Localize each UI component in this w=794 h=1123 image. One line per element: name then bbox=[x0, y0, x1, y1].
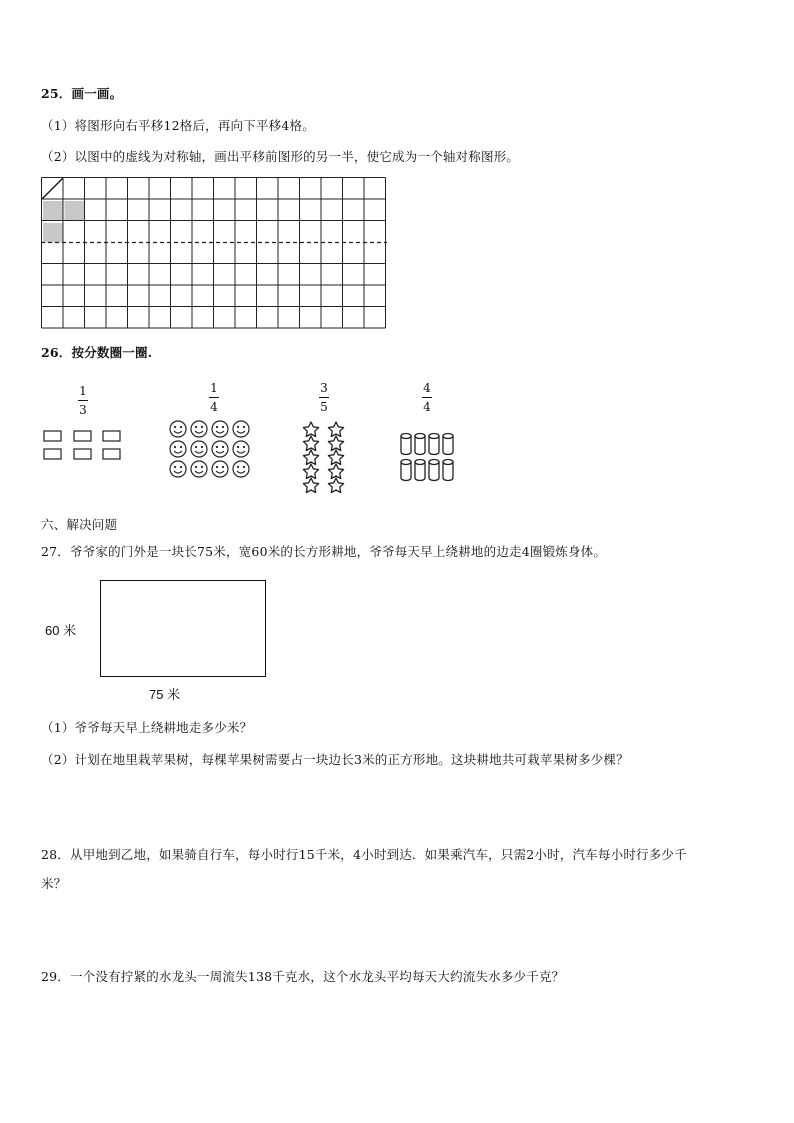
cylinder-icon bbox=[443, 434, 453, 455]
shaded-cell bbox=[43, 201, 63, 221]
field-width-label: 60 米 bbox=[45, 623, 77, 638]
smiley-icon bbox=[170, 461, 186, 477]
fraction-denominator: 4 bbox=[423, 400, 431, 414]
rectangular-field-diagram bbox=[100, 580, 266, 677]
q28-line2: 米？ bbox=[41, 876, 67, 891]
q25-part2: （2）以图中的虚线为对称轴，画出平移前图形的另一半，使它成为一个轴对称图形。 bbox=[41, 149, 520, 164]
field-length-label: 75 米 bbox=[149, 687, 181, 702]
section-6-title: 六、解决问题 bbox=[41, 517, 118, 532]
fraction-2 bbox=[199, 381, 229, 414]
cylinder-icon bbox=[415, 434, 425, 455]
shaded-cell bbox=[43, 223, 63, 243]
star-icon bbox=[328, 450, 343, 465]
q26-title: 26．按分数圈一圈. bbox=[41, 345, 153, 360]
q27-part1: （1）爷爷每天早上绕耕地走多少米？ bbox=[41, 720, 253, 735]
star-icon bbox=[303, 436, 318, 451]
smiley-icon bbox=[191, 421, 207, 437]
translation-grid bbox=[41, 177, 387, 329]
fraction-denominator: 4 bbox=[210, 400, 218, 414]
star-icon bbox=[303, 450, 318, 465]
smiley-icon bbox=[233, 441, 249, 457]
q28-line1: 28．从甲地到乙地，如果骑自行车，每小时行15千米，4小时到达．如果乘汽车，只需2小时，汽车每小时行多少千 bbox=[41, 847, 687, 862]
star-icon bbox=[303, 422, 318, 437]
cylinder-icon bbox=[401, 460, 411, 481]
star-group bbox=[296, 420, 352, 496]
cylinder-icon bbox=[415, 460, 425, 481]
diagonal-edge bbox=[42, 178, 63, 199]
fraction-numerator: 3 bbox=[320, 381, 328, 395]
q27-title: 27．爷爷家的门外是一块长75米，宽60米的长方形耕地，爷爷每天早上绕耕地的边走4圈锻炼身体。 bbox=[41, 544, 607, 559]
star-icon bbox=[303, 464, 318, 479]
star-icon bbox=[303, 478, 318, 493]
fraction-3 bbox=[309, 381, 339, 414]
smiley-icon bbox=[170, 441, 186, 457]
cylinder-icon bbox=[429, 460, 439, 481]
q25-title: 25．画一画。 bbox=[41, 86, 123, 101]
fraction-numerator: 4 bbox=[423, 381, 431, 395]
fraction-numerator: 1 bbox=[210, 381, 218, 395]
rectangle-icon bbox=[44, 449, 61, 459]
rectangle-group bbox=[42, 428, 124, 464]
fraction-4 bbox=[412, 381, 442, 414]
q27-part2: （2）计划在地里栽苹果树，每棵苹果树需要占一块边长3米的正方形地。这块耕地共可栽苹果树多少棵？ bbox=[41, 752, 629, 767]
smiley-icon bbox=[233, 461, 249, 477]
star-icon bbox=[328, 436, 343, 451]
fraction-1 bbox=[68, 384, 98, 417]
smiley-icon bbox=[212, 421, 228, 437]
smiley-icon bbox=[191, 441, 207, 457]
smiley-icon bbox=[170, 421, 186, 437]
cylinder-icon bbox=[401, 434, 411, 455]
smiley-group bbox=[166, 418, 256, 482]
grid-lines bbox=[42, 178, 386, 329]
fraction-denominator: 5 bbox=[320, 400, 328, 414]
cylinder-icon bbox=[443, 460, 453, 481]
cylinder-group bbox=[398, 432, 464, 486]
shaded-cell bbox=[65, 201, 85, 221]
q29-title: 29．一个没有拧紧的水龙头一周流失138千克水，这个水龙头平均每天大约流失水多少千克？ bbox=[41, 969, 565, 984]
star-icon bbox=[328, 422, 343, 437]
star-icon bbox=[328, 464, 343, 479]
smiley-icon bbox=[212, 441, 228, 457]
smiley-icon bbox=[212, 461, 228, 477]
cylinder-icon bbox=[429, 434, 439, 455]
smiley-icon bbox=[233, 421, 249, 437]
rectangle-icon bbox=[103, 449, 120, 459]
rectangle-icon bbox=[44, 431, 61, 441]
rectangle-icon bbox=[103, 431, 120, 441]
fraction-numerator: 1 bbox=[79, 384, 87, 398]
smiley-icon bbox=[191, 461, 207, 477]
q25-part1: （1）将图形向右平移12格后，再向下平移4格。 bbox=[41, 118, 315, 133]
rectangle-icon bbox=[74, 449, 91, 459]
star-icon bbox=[328, 478, 343, 493]
fraction-denominator: 3 bbox=[79, 403, 87, 417]
rectangle-icon bbox=[74, 431, 91, 441]
